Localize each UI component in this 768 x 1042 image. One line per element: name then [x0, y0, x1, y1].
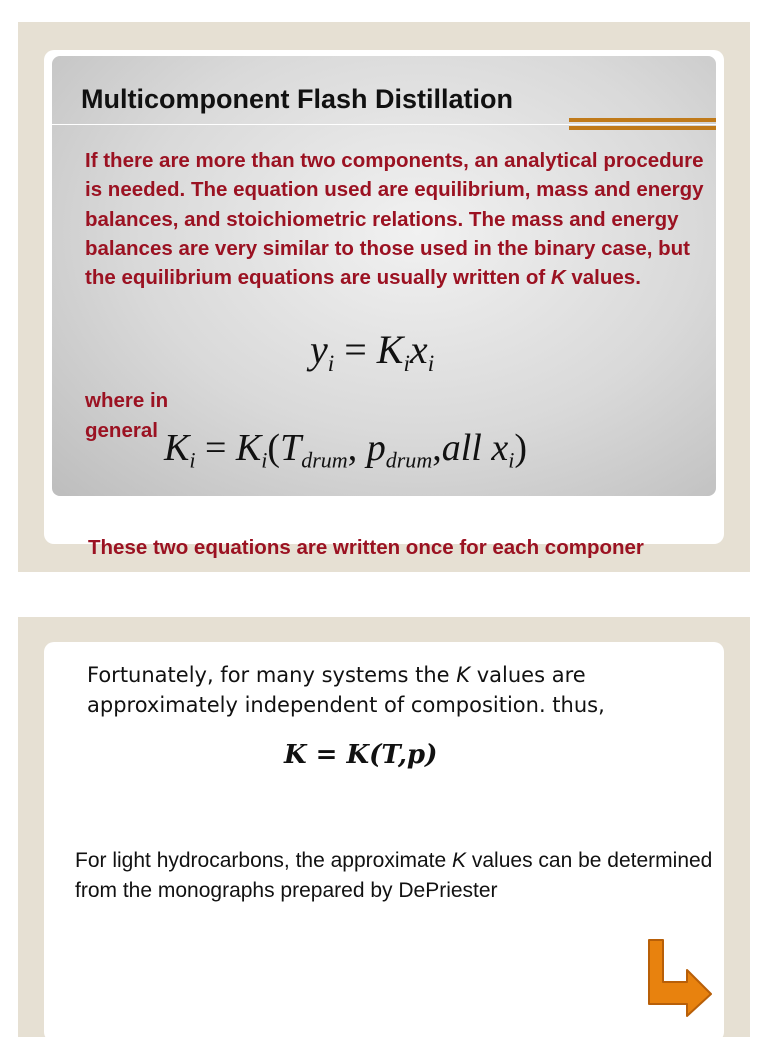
intro-text: If there are more than two components, an analytical procedure is needed. The equation used are equilibrium, mass and energy balances, and stoichiometric relations. The mass and energy balances are very similar to those used in the binary case, but the equilibrium equations are usually written of	[85, 149, 704, 290]
composition-paragraph: Fortunately, for many systems the K values are approximately independent of composition. thus,	[87, 663, 605, 717]
bent-arrow-right-icon[interactable]	[643, 936, 715, 1016]
slide-content-panel	[52, 56, 716, 496]
depriester-paragraph: For light hydrocarbons, the approximate K values can be determined from the monographs prepared by DePriester	[75, 849, 713, 902]
k-temperature-pressure-equation: K = K(T,p)	[284, 740, 438, 770]
accent-bar-top	[569, 118, 716, 122]
slide-frame-1	[18, 22, 750, 572]
slide-card-2	[44, 642, 724, 1042]
slide-card-1	[44, 50, 724, 559]
slide-title: Multicomponent Flash Distillation	[81, 84, 513, 114]
equilibrium-equation: $y_i = K_ix_i$	[310, 327, 435, 378]
k-symbol: K	[550, 266, 566, 290]
accent-bar-bottom	[569, 126, 716, 130]
intro-text-end: values.	[565, 266, 641, 290]
equations-caption: These two equations are written once for each componer	[88, 536, 644, 559]
title-divider	[52, 124, 716, 125]
intro-paragraph	[85, 146, 725, 292]
k-symbol: K	[452, 849, 467, 872]
slide-frame-2	[18, 617, 750, 1037]
where-in-general-label: where in general	[85, 389, 169, 442]
k-symbol: K	[456, 663, 471, 687]
k-value-function-equation: $K_i = K_i(T_{drum}$, $p_{drum},all$ $x_i$)	[164, 427, 527, 473]
